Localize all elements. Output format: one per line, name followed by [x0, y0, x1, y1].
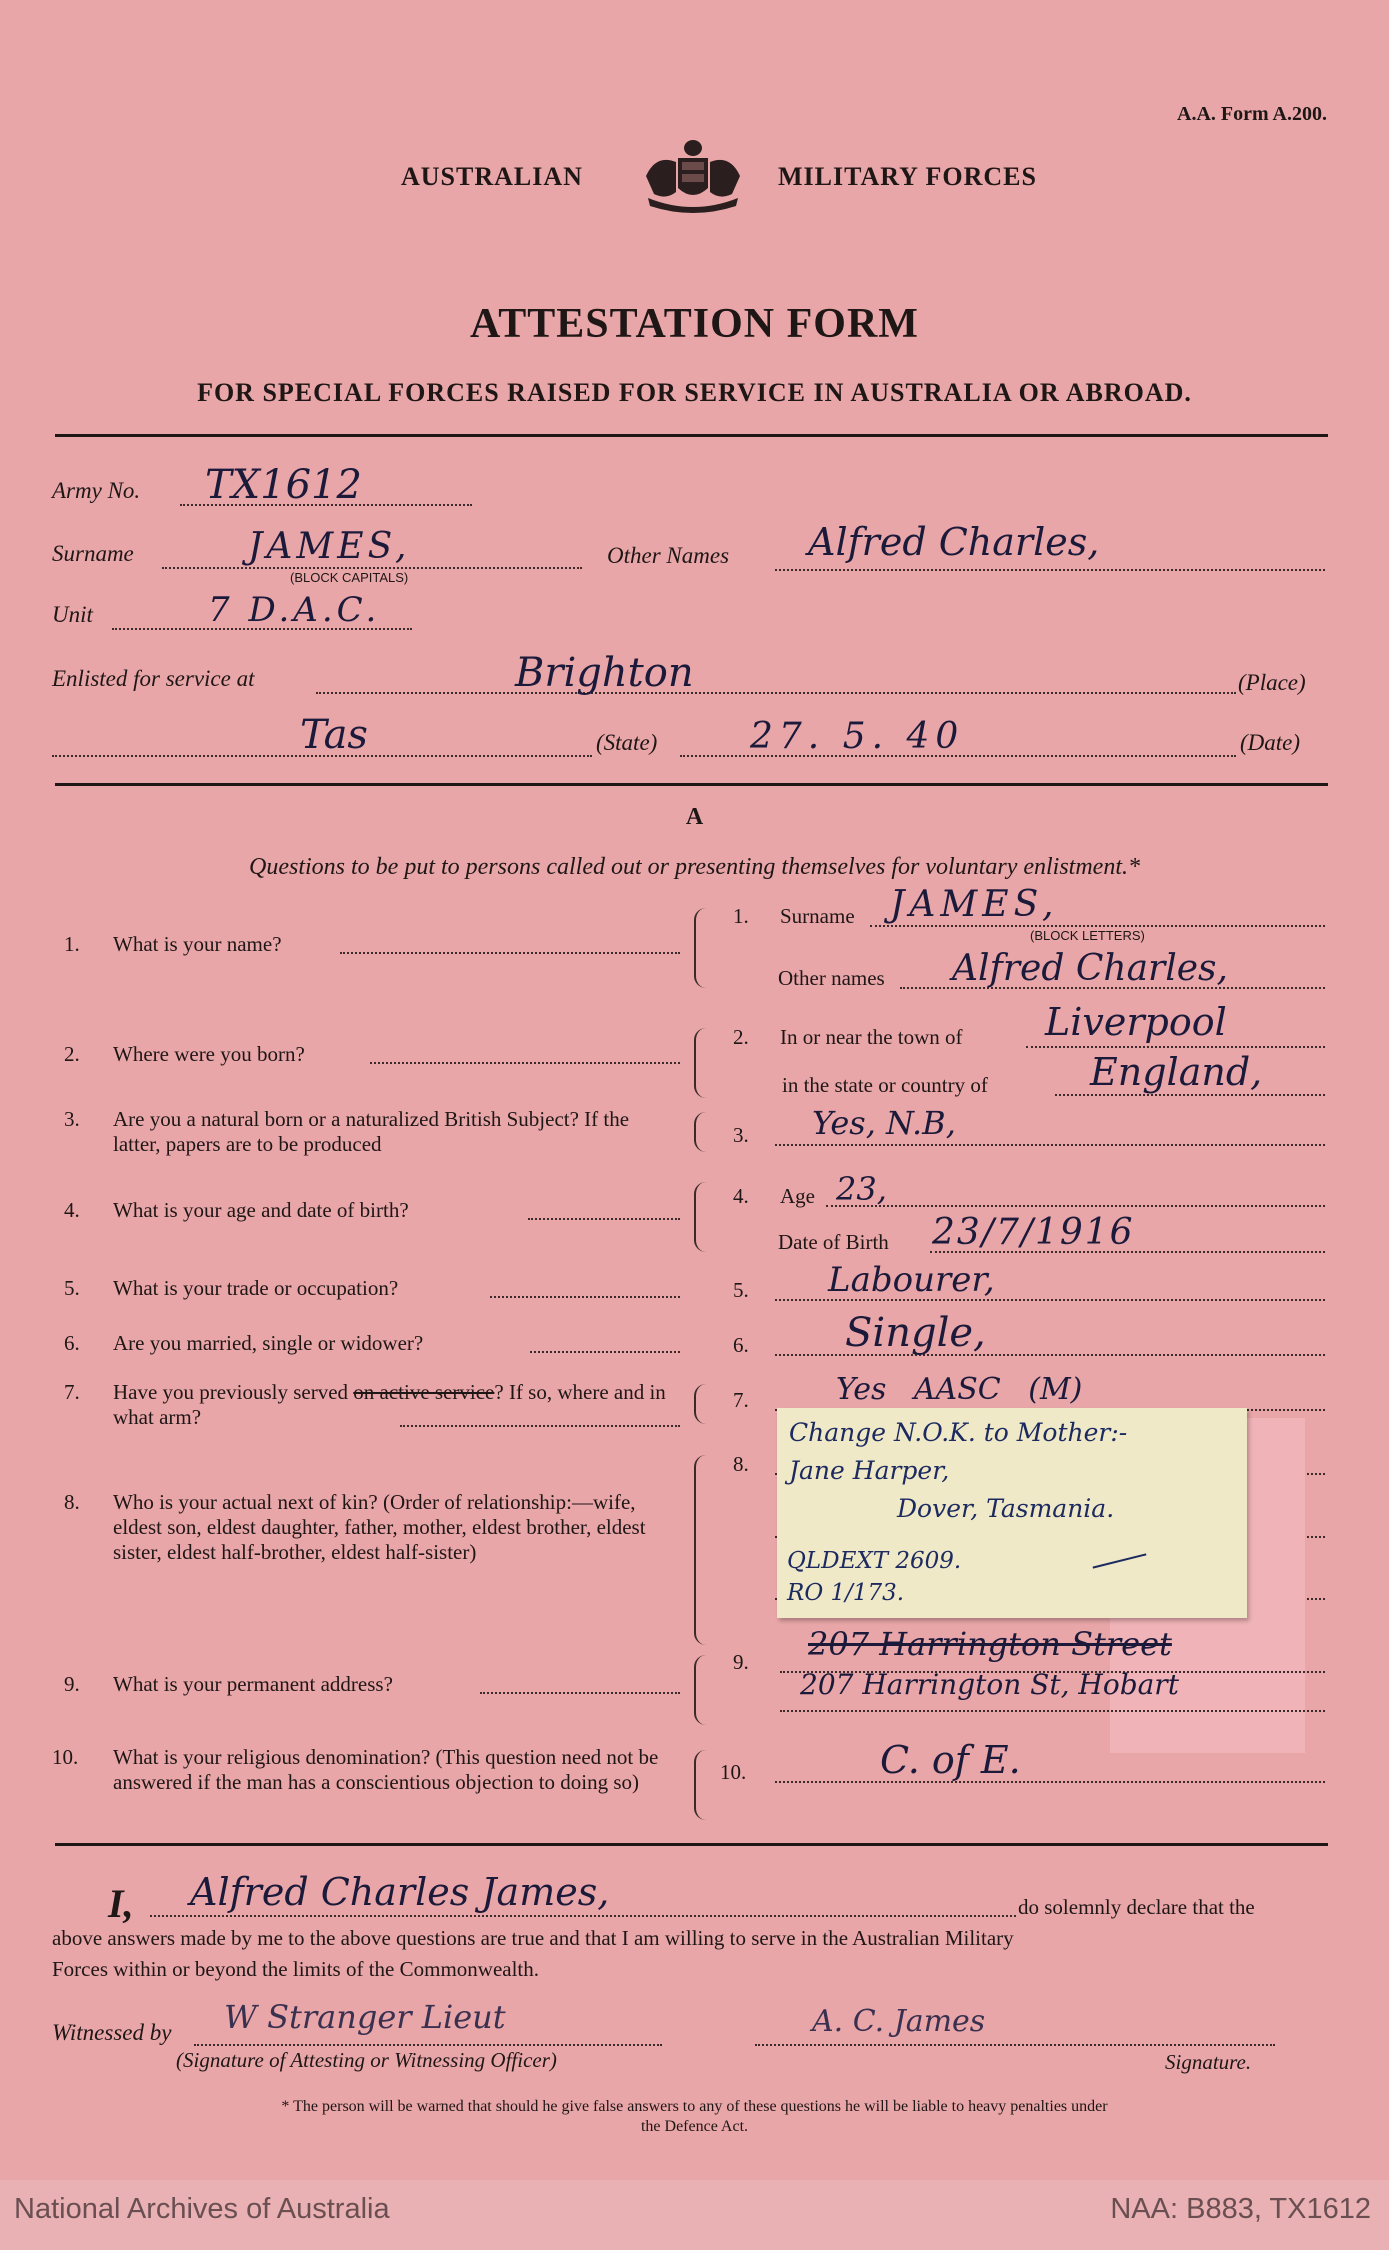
question-leader	[340, 952, 680, 954]
question-number: 1.	[64, 932, 80, 956]
question-text: Where were you born?	[113, 1042, 305, 1066]
signature-line	[755, 2044, 1275, 2046]
answer-line	[775, 1144, 1325, 1146]
brace	[694, 1028, 710, 1098]
answer-dob-value: 23/7/1916	[932, 1212, 1135, 1253]
archive-reference: NAA: B883, TX1612	[1110, 2193, 1371, 2225]
sticky-note-line: Dover, Tasmania.	[897, 1494, 1115, 1523]
question-number: 7.	[64, 1380, 80, 1404]
answer-line	[780, 1710, 1325, 1712]
answer-surname-label: Surname	[780, 904, 855, 928]
answer-line	[1055, 1094, 1325, 1096]
question-text: Have you previously served on active service? If so, where and in what arm?	[113, 1380, 666, 1429]
army-no-value: TX1612	[205, 462, 362, 508]
section-a-heading: A	[685, 804, 704, 830]
answer-line	[775, 1781, 1325, 1783]
brace	[694, 1655, 710, 1725]
question-text: Are you married, single or widower?	[113, 1331, 424, 1355]
form-title: ATTESTATION FORM	[470, 301, 919, 347]
question-number: 5.	[64, 1276, 80, 1300]
footnote: * The person will be warned that should he give false answers to any of these questions he will be liable to heavy penalties under	[281, 2098, 1108, 2115]
unit-label: Unit	[52, 602, 93, 627]
other-names-value: Alfred Charles,	[808, 520, 1100, 564]
witness-signature: W Stranger Lieut	[224, 1998, 506, 2036]
unit-value: 7 D.A.C.	[208, 590, 381, 630]
form-subtitle: FOR SPECIAL FORCES RAISED FOR SERVICE IN AUSTRALIA OR ABROAD.	[197, 378, 1192, 407]
archive-name: National Archives of Australia	[14, 2193, 390, 2225]
answer-line	[1026, 1046, 1325, 1048]
declaration-text: above answers made by me to the above questions are true and that I am willing to serve in the Australian Military	[52, 1926, 1014, 1950]
answer-other-names-value: Alfred Charles,	[952, 948, 1228, 989]
state-value: Tas	[300, 712, 368, 758]
block-capitals-hint: (BLOCK CAPITALS)	[290, 570, 409, 585]
question-text: What is your name?	[113, 932, 282, 956]
surname-line	[162, 567, 582, 569]
question-number: 10.	[52, 1745, 79, 1769]
question-text: What is your permanent address?	[113, 1672, 393, 1696]
declaration-text: Forces within or beyond the limits of the Commonwealth.	[52, 1957, 540, 1981]
answer-line	[870, 925, 1325, 927]
brace	[694, 908, 710, 988]
answer-number: 10.	[720, 1760, 747, 1784]
block-letters-hint: (BLOCK LETTERS)	[1030, 928, 1145, 943]
answer-surname-value: JAMES,	[890, 884, 1059, 925]
question-number: 9.	[64, 1672, 80, 1696]
answer-number: 6.	[733, 1333, 749, 1357]
question-leader	[400, 1425, 680, 1427]
sticky-note-stroke	[1093, 1553, 1147, 1568]
answer-number: 7.	[733, 1388, 749, 1412]
question-number: 2.	[64, 1042, 80, 1066]
answer-other-names-label: Other names	[778, 966, 885, 990]
section-a-intro: Questions to be put to persons called out or presenting themselves for voluntary enlistment.*	[249, 854, 1140, 880]
answer-number: 4.	[733, 1184, 749, 1208]
question-leader	[370, 1062, 680, 1064]
answer-town-value: Liverpool	[1045, 1000, 1227, 1044]
answer-occupation-value: Labourer,	[828, 1260, 995, 1300]
sticky-note-line: QLDEXT 2609.	[787, 1548, 962, 1574]
brace	[694, 1750, 710, 1820]
sticky-note	[777, 1408, 1247, 1618]
other-names-line	[775, 569, 1325, 571]
question-leader	[528, 1218, 680, 1220]
answer-religion-value: C. of E.	[880, 1738, 1021, 1782]
brace	[694, 1112, 710, 1152]
answer-number: 9.	[733, 1650, 749, 1674]
witness-signature-line	[194, 2044, 662, 2046]
state-label: (State)	[596, 730, 658, 755]
header-right: MILITARY FORCES	[778, 162, 1037, 191]
question-text: What is your age and date of birth?	[113, 1198, 409, 1222]
answer-town-label: In or near the town of	[780, 1025, 963, 1049]
declaration-name-line	[150, 1915, 1016, 1917]
other-names-label: Other Names	[607, 543, 730, 568]
header-left: AUSTRALIAN	[401, 162, 583, 191]
question-text: What is your religious denomination? (This question need not be answered if the man has a conscientious objection to doing so)	[113, 1745, 659, 1794]
enlisted-place-value: Brighton	[515, 650, 694, 696]
details-rule	[55, 783, 1328, 786]
witness-caption: (Signature of Attesting or Witnessing Officer)	[176, 2048, 557, 2072]
enlisted-line	[316, 692, 1236, 694]
answer-number: 8.	[733, 1452, 749, 1476]
answer-line	[826, 1205, 1325, 1207]
question-number: 3.	[64, 1107, 80, 1131]
answer-address-value: 207 Harrington St, Hobart	[800, 1668, 1179, 1701]
top-rule	[55, 434, 1328, 437]
answer-dob-label: Date of Birth	[778, 1230, 889, 1254]
footnote: the Defence Act.	[640, 2118, 749, 2135]
surname-label: Surname	[52, 541, 134, 566]
question-number: 6.	[64, 1331, 80, 1355]
answer-country-value: England,	[1090, 1050, 1263, 1094]
brace	[694, 1455, 710, 1645]
form-number: A.A. Form A.200.	[1177, 103, 1327, 125]
questions-rule	[55, 1843, 1328, 1846]
question-leader	[530, 1351, 680, 1353]
answer-subject-value: Yes, N.B,	[812, 1104, 956, 1142]
declarant-name: Alfred Charles James,	[190, 1870, 610, 1914]
signature-caption: Signature.	[1165, 2050, 1252, 2074]
answer-number: 1.	[733, 904, 749, 928]
coat-of-arms-icon	[638, 136, 748, 216]
army-no-label: Army No.	[52, 478, 141, 503]
question-leader	[490, 1296, 680, 1298]
question-leader	[480, 1692, 680, 1694]
question-number: 4.	[64, 1198, 80, 1222]
question-text: What is your trade or occupation?	[113, 1276, 399, 1300]
enlisted-label: Enlisted for service at	[52, 666, 255, 691]
brace	[694, 1384, 710, 1424]
answer-number: 5.	[733, 1278, 749, 1302]
enlistee-signature: A. C. James	[812, 2004, 986, 2039]
question-number: 8.	[64, 1490, 80, 1514]
surname-value: JAMES,	[248, 526, 411, 567]
date-value: 27. 5. 40	[750, 716, 965, 757]
answer-marital-value: Single,	[845, 1310, 986, 1356]
answer-address-struck: 207 Harrington Street	[808, 1625, 1172, 1663]
sticky-note-line: Change N.O.K. to Mother:-	[789, 1418, 1128, 1447]
place-label: (Place)	[1238, 670, 1306, 695]
answer-country-label: in the state or country of	[782, 1073, 988, 1097]
witnessed-by-label: Witnessed by	[52, 2020, 172, 2045]
sticky-note-line: RO 1/173.	[787, 1580, 905, 1606]
answer-previous-service-value: Yes AASC (M)	[836, 1372, 1083, 1407]
answer-age-label: Age	[780, 1184, 815, 1208]
answer-number: 2.	[733, 1025, 749, 1049]
answer-number: 3.	[733, 1123, 749, 1147]
answer-age-value: 23,	[836, 1170, 887, 1208]
date-label: (Date)	[1240, 730, 1301, 755]
sticky-note-line: Jane Harper,	[789, 1456, 950, 1485]
brace	[694, 1182, 710, 1252]
declaration-text: do solemnly declare that the	[1018, 1895, 1255, 1919]
question-text: Who is your actual next of kin? (Order of relationship:—wife, eldest son, eldest daughter, father, mother, eldest brother, eldest sister, eldest half-brother, eldest half-sister)	[113, 1490, 646, 1564]
declaration-prefix: I,	[108, 1881, 134, 1926]
question-text: Are you a natural born or a naturalized British Subject? If the latter, papers are to be produced	[113, 1107, 630, 1156]
